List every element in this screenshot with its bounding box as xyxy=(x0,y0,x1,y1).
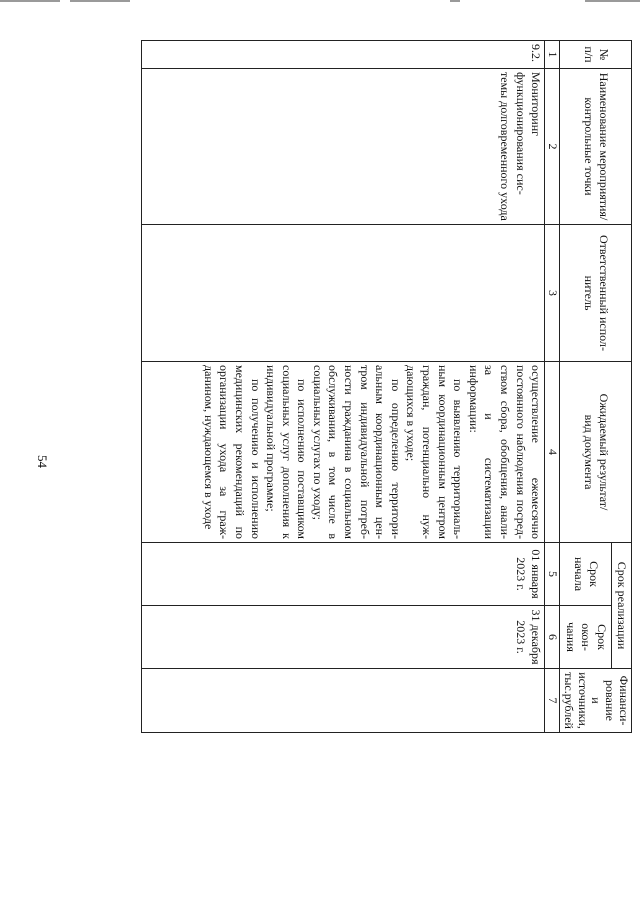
column-number: 4 xyxy=(545,362,560,543)
header-financing: Финанси- рование и источники, тыс.рублей xyxy=(560,669,632,733)
result-paragraph: по исполнению поставщиком социальных услуг дополнения к индивидуальной программе; xyxy=(264,365,310,539)
activity-name: Мониторинг функционирования сис- темы долговременного ухода xyxy=(142,69,545,225)
column-number: 7 xyxy=(545,669,560,733)
rotated-table-container xyxy=(157,40,632,902)
blank-margin xyxy=(142,733,632,903)
row-number: 9.2. xyxy=(142,41,545,69)
column-number: 5 xyxy=(545,543,560,606)
header-num: № п/п xyxy=(560,41,632,69)
header-implementation-period: Срок реализации xyxy=(612,543,632,669)
header-activity-name: Наименование мероприятия/ контрольные точки xyxy=(560,69,632,225)
header-expected-result: Ожидаемый результат/ вид документа xyxy=(560,362,632,543)
page-number: 54 xyxy=(35,455,50,468)
column-number: 2 xyxy=(545,69,560,225)
header-start-date: Срок начала xyxy=(560,543,612,606)
header-executor: Ответственный испол- нитель xyxy=(560,225,632,362)
start-date-cell: 01 января 2023 г. xyxy=(142,543,545,606)
activities-table xyxy=(141,40,632,903)
scan-edge-mark xyxy=(0,0,60,2)
scan-edge-mark xyxy=(585,0,640,2)
scan-edge-mark xyxy=(450,0,460,2)
column-number: 3 xyxy=(545,225,560,362)
result-paragraph: осуществление ежемесячно постоянного наблюдения посред- ством сбора, обобщения, анали- за и систематизации информации: xyxy=(466,365,544,539)
result-paragraph: по выявлению территориаль- ным координационным центром граждан, потенциально нуж- дающихся в уходе; xyxy=(404,365,466,539)
column-number: 6 xyxy=(545,606,560,669)
financing-cell xyxy=(142,669,545,733)
scan-edge-mark xyxy=(70,0,130,2)
executor-cell xyxy=(142,225,545,362)
end-date-cell: 31 декабря 2023 г. xyxy=(142,606,545,669)
expected-result-cell xyxy=(142,362,545,543)
header-end-date: Срок окон- чания xyxy=(560,606,612,669)
result-paragraph: по определению территори- альным координационным цен- тром индивидуальной потреб- ности гражданина в социальном обслуживании, в том числе в социальных услугах по уходу; xyxy=(310,365,403,539)
header-row xyxy=(612,41,632,903)
column-number: 1 xyxy=(545,41,560,69)
result-paragraph: по получению и исполнению медицинских рекомендаций по организации ухода за граж- данином, нуждающемся в уходе xyxy=(201,365,263,539)
